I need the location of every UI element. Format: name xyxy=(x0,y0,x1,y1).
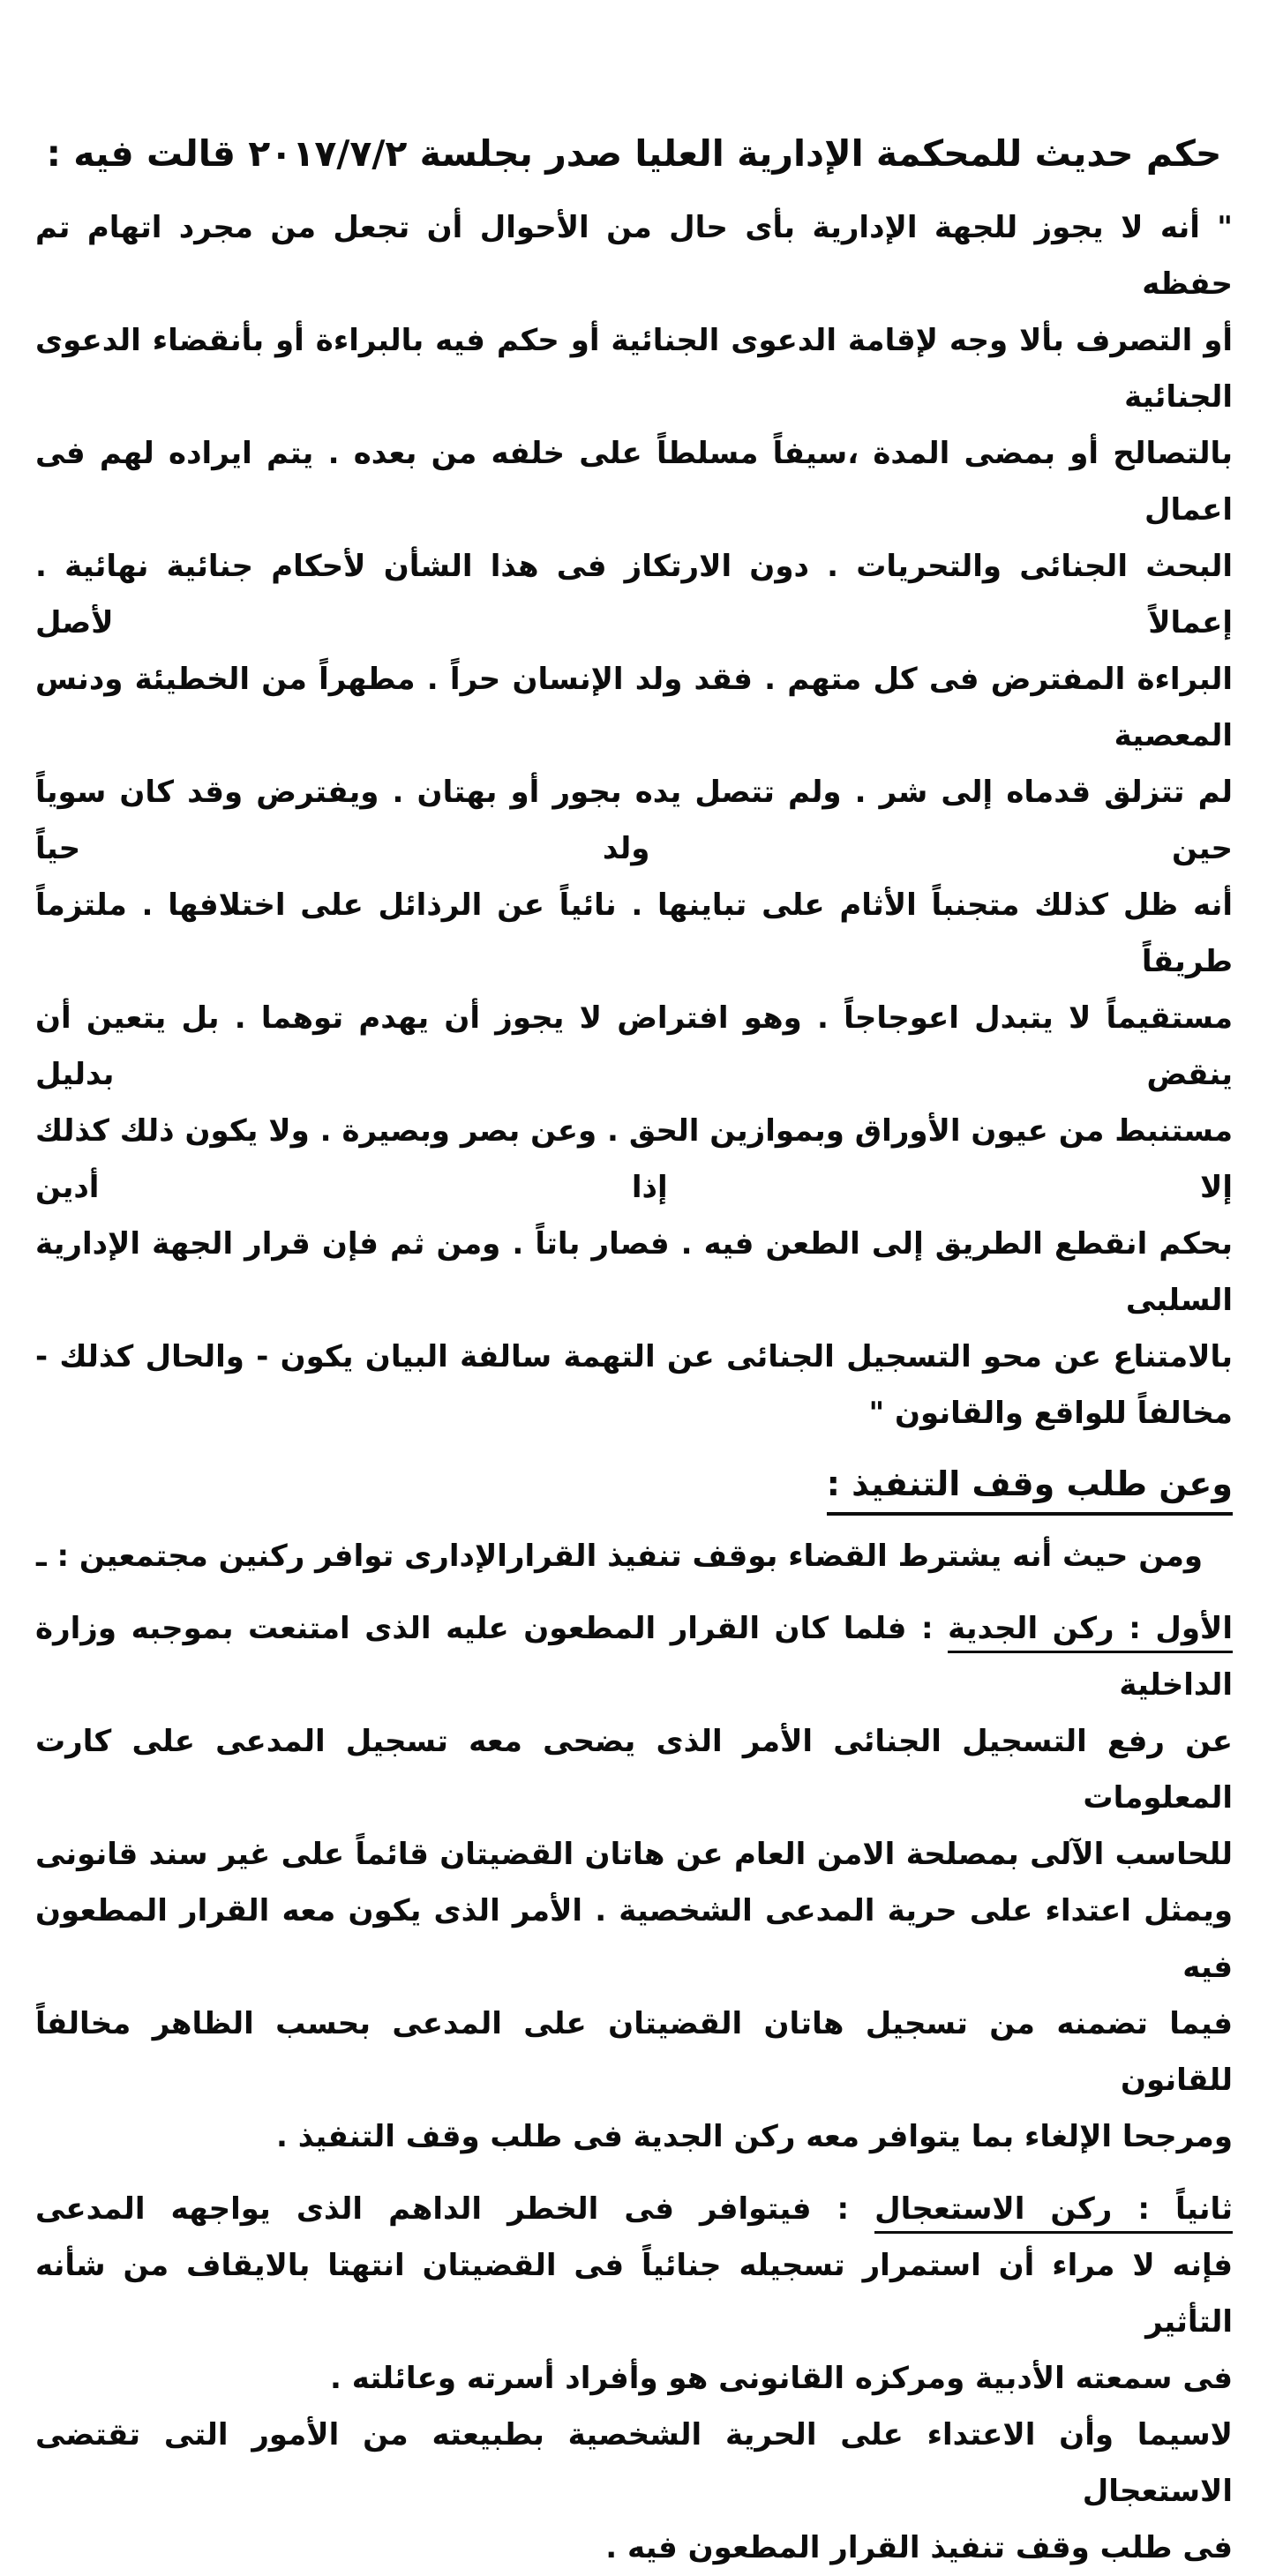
ruling-quote-paragraph xyxy=(35,199,1233,1442)
text-line: فى سمعته الأدبية ومركزه القانونى هو وأفراد أسرته وعائلته . xyxy=(329,2361,1233,2396)
text-line: عن رفع التسجيل الجنائى الأمر الذى يضحى معه تسجيل المدعى على كارت المعلومات xyxy=(35,1724,1233,1816)
text-line xyxy=(35,1600,1233,1713)
second-pillar-lead-rest: : فيتوافر فى الخطر الداهم الذى يواجهه المدعى xyxy=(35,2191,875,2227)
second-pillar-lead: ثانياً : ركن الاستعجال xyxy=(874,2191,1233,2234)
text-line: لم تتزلق قدماه إلى شر . ولم تتصل يده بجور أو بهتان . ويفترض وقد كان سوياً حين ولد حياً xyxy=(35,775,1233,866)
text-line: ويمثل اعتداء على حرية المدعى الشخصية . الأمر الذى يكون معه القرار المطعون فيه xyxy=(35,1893,1233,1985)
text-line: بالامتناع عن محو التسجيل الجنائى عن التهمة سالفة البيان يكون - والحال كذلك - xyxy=(35,1339,1233,1374)
stay-intro-line: ومن حيث أنه يشترط القضاء بوقف تنفيذ القرارالإدارى توافر ركنين مجتمعين : ـ xyxy=(36,1539,1203,1574)
text-line: فإنه لا مراء أن استمرار تسجيله جنائياً فى القضيتان انتهتا بالايقاف من شأنه التأثير xyxy=(35,2248,1233,2340)
text-line: للحاسب الآلى بمصلحة الامن العام عن هاتان القضيتان قائماً على غير سند قانونى xyxy=(35,1837,1233,1872)
first-pillar-lead-rest: : فلما كان القرار المطعون عليه الذى امتنعت بموجبه وزارة الداخلية xyxy=(35,1611,1233,1703)
text-line: لاسيما وأن الاعتداء على الحرية الشخصية بطبيعته من الأمور التى تقتضى الاستعجال xyxy=(35,2417,1233,2509)
text-line: مستقيماً لا يتبدل اعوجاجاً . وهو افتراض لا يجوز أن يهدم توهما . بل يتعين أن ينقض بدليل xyxy=(35,1000,1233,1092)
text-line: بحكم انقطع الطريق إلى الطعن فيه . فصار باتاً . ومن ثم فإن قرار الجهة الإدارية السلبى xyxy=(35,1226,1233,1318)
document-title: حكم حديث للمحكمة الإدارية العليا صدر بجلسة ٢٠١٧/٧/٢ قالت فيه : xyxy=(46,132,1222,175)
text-line: أنه ظل كذلك متجنباً الأثام على تباينها . نائياً عن الرذائل على اختلافها . ملتزماً طريقاً xyxy=(35,887,1233,979)
second-pillar-paragraph xyxy=(35,2181,1233,2576)
first-pillar-lead: الأول : ركن الجدية xyxy=(948,1611,1233,1653)
text-line: البحث الجنائى والتحريات . دون الارتكاز فى هذا الشأن لأحكام جنائية نهائية . إعمالاً لأصل xyxy=(35,549,1233,640)
text-line: ومرجحا الإلغاء بما يتوافر معه ركن الجدية فى طلب وقف التنفيذ . xyxy=(275,2119,1233,2154)
text-line: مستنبط من عيون الأوراق وبموازين الحق . وعن بصر وبصيرة . ولا يكون ذلك كذلك إلا إذا أدين xyxy=(35,1113,1233,1205)
text-line: مخالفاً للواقع والقانون " xyxy=(868,1396,1233,1431)
stay-heading-text: وعن طلب وقف التنفيذ : xyxy=(827,1459,1233,1516)
text-line: فيما تضمنه من تسجيل هاتان القضيتان على المدعى بحسب الظاهر مخالفاً للقانون xyxy=(35,2006,1233,2098)
text-line: بالتصالح أو بمضى المدة ،سيفاً مسلطاً على خلفه من بعده . يتم ايراده لهم فى اعمال xyxy=(35,436,1233,528)
text-line: " أنه لا يجوز للجهة الإدارية بأى حال من الأحوال أن تجعل من مجرد اتهام تم حفظه xyxy=(35,210,1233,302)
first-pillar-paragraph xyxy=(35,1600,1233,2165)
text-line: البراءة المفترض فى كل متهم . فقد ولد الإنسان حراً . مطهراً من الخطيئة ودنس المعصية xyxy=(35,662,1233,753)
text-line: فى طلب وقف تنفيذ القرار المطعون فيه . xyxy=(605,2530,1233,2565)
stay-of-execution-heading xyxy=(35,1459,1233,1516)
text-line: أو التصرف بألا وجه لإقامة الدعوى الجنائية أو حكم فيه بالبراءة أو بأنقضاء الدعوى الجنائية xyxy=(35,323,1233,415)
text-line xyxy=(35,2181,1233,2237)
